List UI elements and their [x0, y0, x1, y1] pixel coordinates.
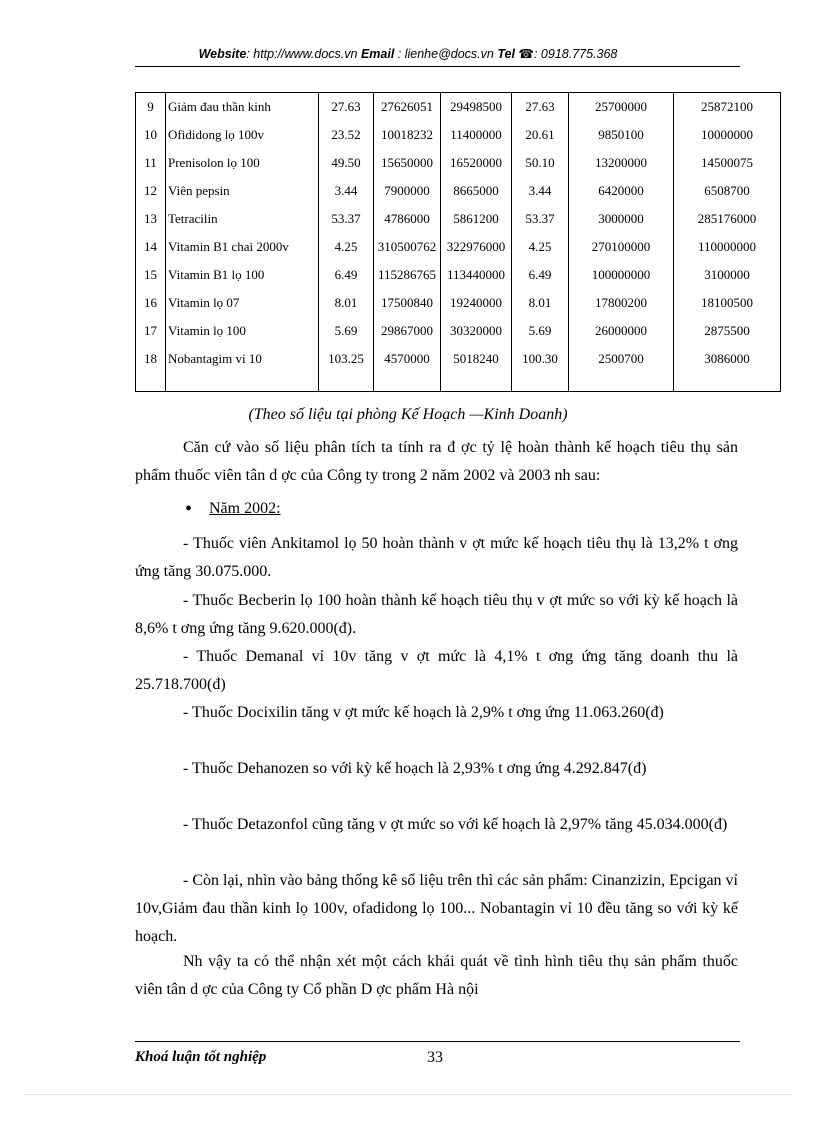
table-row [136, 93, 781, 122]
email-value: : lienhe@docs.vn [394, 47, 498, 61]
paragraph-becberin: - Thuốc Becberin lọ 100 hoàn thành kế hoạch tiêu thụ v ợt mức so với kỳ kế hoạch là 8,6% t ơng ứng tăng 9.620.000(đ). [135, 592, 738, 637]
footer-divider [135, 1041, 740, 1042]
value-col-5: 9850100 [569, 121, 674, 149]
value-col-1: 103.25 [319, 345, 374, 373]
product-name: Vitamin lọ 100 [166, 317, 319, 345]
product-name: Nobantagim vỉ 10 [166, 345, 319, 373]
value-col-5: 26000000 [569, 317, 674, 345]
bottom-dotted-line [25, 1094, 791, 1095]
year-bullet [185, 498, 281, 521]
value-col-4: 6.49 [512, 261, 569, 289]
website-label: Website [198, 47, 247, 61]
value-col-6: 18100500 [674, 289, 781, 317]
empty-cell [319, 373, 374, 392]
page-number: 33 [427, 1049, 443, 1066]
empty-cell [569, 373, 674, 392]
header-divider [135, 66, 740, 67]
empty-cell [166, 373, 319, 392]
value-col-1: 3.44 [319, 177, 374, 205]
table-row [136, 261, 781, 289]
year-heading: Năm 2002: [209, 500, 281, 517]
row-number: 14 [136, 233, 166, 261]
value-col-6: 10000000 [674, 121, 781, 149]
value-col-2: 17500840 [374, 289, 441, 317]
value-col-1: 6.49 [319, 261, 374, 289]
row-number: 18 [136, 345, 166, 373]
page-header [0, 46, 816, 61]
empty-cell [674, 373, 781, 392]
value-col-5: 17800200 [569, 289, 674, 317]
value-col-6: 14500075 [674, 149, 781, 177]
table-row [136, 205, 781, 233]
row-number: 13 [136, 205, 166, 233]
value-col-1: 23.52 [319, 121, 374, 149]
empty-cell [512, 373, 569, 392]
value-col-6: 3086000 [674, 345, 781, 373]
value-col-2: 10018232 [374, 121, 441, 149]
value-col-1: 4.25 [319, 233, 374, 261]
row-number: 17 [136, 317, 166, 345]
table-row [136, 317, 781, 345]
value-col-1: 8.01 [319, 289, 374, 317]
value-col-6: 285176000 [674, 205, 781, 233]
paragraph-remaining: - Còn lại, nhìn vào bảng thống kê số liệu trên thì các sản phẩm: Cinanzizin, Epcigan vỉ 10v,Giảm đau thần kinh lọ 100v, ofadidong lọ 100... Nobantagin vỉ 10 đều tăng so với kỳ kế hoạch. [135, 872, 738, 945]
value-col-2: 29867000 [374, 317, 441, 345]
value-col-4: 100.30 [512, 345, 569, 373]
paragraph-detazonfol: - Thuốc Detazonfol cũng tăng v ợt mức so với kế hoạch là 2,97% tăng 45.034.000(đ) [183, 816, 728, 833]
value-col-1: 49.50 [319, 149, 374, 177]
row-number: 9 [136, 93, 166, 122]
empty-cell [441, 373, 512, 392]
value-col-4: 4.25 [512, 233, 569, 261]
product-name: Vitamin lọ 07 [166, 289, 319, 317]
website-value: : http://www.docs.vn [246, 47, 361, 61]
value-col-4: 5.69 [512, 317, 569, 345]
value-col-4: 53.37 [512, 205, 569, 233]
intro-paragraph: Căn cứ vào số liệu phân tích ta tính ra đ ợc tỷ lệ hoàn thành kế hoạch tiêu thụ sản phẩm thuốc viên tân d ợc của Công ty trong 2 năm 2002 và 2003 nh sau: [135, 439, 738, 484]
value-col-2: 7900000 [374, 177, 441, 205]
value-col-4: 3.44 [512, 177, 569, 205]
value-col-5: 25700000 [569, 93, 674, 122]
empty-cell [136, 373, 166, 392]
value-col-3: 30320000 [441, 317, 512, 345]
product-name: Giảm đau thần kinh [166, 93, 319, 122]
email-label: Email [360, 47, 395, 61]
value-col-6: 6508700 [674, 177, 781, 205]
value-col-3: 5018240 [441, 345, 512, 373]
table-row [136, 149, 781, 177]
value-col-5: 6420000 [569, 177, 674, 205]
value-col-1: 27.63 [319, 93, 374, 122]
value-col-3: 29498500 [441, 93, 512, 122]
value-col-5: 13200000 [569, 149, 674, 177]
product-name: Prenisolon lọ 100 [166, 149, 319, 177]
value-col-3: 113440000 [441, 261, 512, 289]
value-col-3: 19240000 [441, 289, 512, 317]
tel-label: Tel ☎ [497, 47, 534, 61]
product-sales-table [135, 92, 781, 392]
paragraph-docixilin: - Thuốc Docixilin tăng v ợt mức kế hoạch là 2,9% t ơng ứng 11.063.260(đ) [183, 704, 664, 721]
row-number: 16 [136, 289, 166, 317]
value-col-5: 2500700 [569, 345, 674, 373]
source-note: (Theo số liệu tại phòng Kế Hoạch —Kinh Doanh) [248, 406, 568, 423]
value-col-3: 8665000 [441, 177, 512, 205]
value-col-2: 4570000 [374, 345, 441, 373]
table-row [136, 121, 781, 149]
row-number: 15 [136, 261, 166, 289]
value-col-2: 115286765 [374, 261, 441, 289]
row-number: 11 [136, 149, 166, 177]
paragraph-summary: Nh vậy ta có thể nhận xét một cách khái quát về tình hình tiêu thụ sản phẩm thuốc viên tân d ợc của Công ty Cổ phần D ợc phẩm Hà nội [135, 953, 738, 998]
value-col-3: 16520000 [441, 149, 512, 177]
value-col-4: 8.01 [512, 289, 569, 317]
value-col-4: 20.61 [512, 121, 569, 149]
value-col-6: 3100000 [674, 261, 781, 289]
value-col-5: 270100000 [569, 233, 674, 261]
thesis-label: Khoá luận tốt nghiệp [135, 1049, 267, 1065]
value-col-2: 27626051 [374, 93, 441, 122]
paragraph-demanal: - Thuốc Demanal vỉ 10v tăng v ợt mức là 4,1% t ơng ứng tăng doanh thu là 25.718.700(đ) [135, 648, 738, 693]
value-col-2: 4786000 [374, 205, 441, 233]
value-col-2: 15650000 [374, 149, 441, 177]
table-row [136, 289, 781, 317]
bullet-dot-icon: • [185, 498, 193, 520]
value-col-2: 310500762 [374, 233, 441, 261]
paragraph-dehanozen: - Thuốc Dehanozen so với kỳ kế hoạch là 2,93% t ơng ứng 4.292.847(đ) [183, 760, 647, 777]
paragraph-ankitamol: - Thuốc viên Ankitamol lọ 50 hoàn thành v ợt mức kế hoạch tiêu thụ là 13,2% t ơng ứng tăng 30.075.000. [135, 535, 738, 580]
product-name: Tetracilin [166, 205, 319, 233]
row-number: 10 [136, 121, 166, 149]
value-col-4: 50.10 [512, 149, 569, 177]
value-col-1: 5.69 [319, 317, 374, 345]
value-col-1: 53.37 [319, 205, 374, 233]
table-row [136, 177, 781, 205]
value-col-3: 5861200 [441, 205, 512, 233]
table-row [136, 233, 781, 261]
product-name: Viên pepsin [166, 177, 319, 205]
product-name: Vitamin B1 chai 2000v [166, 233, 319, 261]
table-body [136, 93, 781, 392]
value-col-3: 11400000 [441, 121, 512, 149]
value-col-6: 110000000 [674, 233, 781, 261]
tel-value: : 0918.775.368 [533, 47, 618, 61]
value-col-5: 3000000 [569, 205, 674, 233]
value-col-4: 27.63 [512, 93, 569, 122]
product-name: Vitamin B1 lọ 100 [166, 261, 319, 289]
product-name: Ofididong lọ 100v [166, 121, 319, 149]
value-col-6: 2875500 [674, 317, 781, 345]
table-row [136, 345, 781, 373]
row-number: 12 [136, 177, 166, 205]
value-col-3: 322976000 [441, 233, 512, 261]
table-empty-row [136, 373, 781, 392]
value-col-6: 25872100 [674, 93, 781, 122]
empty-cell [374, 373, 441, 392]
value-col-5: 100000000 [569, 261, 674, 289]
